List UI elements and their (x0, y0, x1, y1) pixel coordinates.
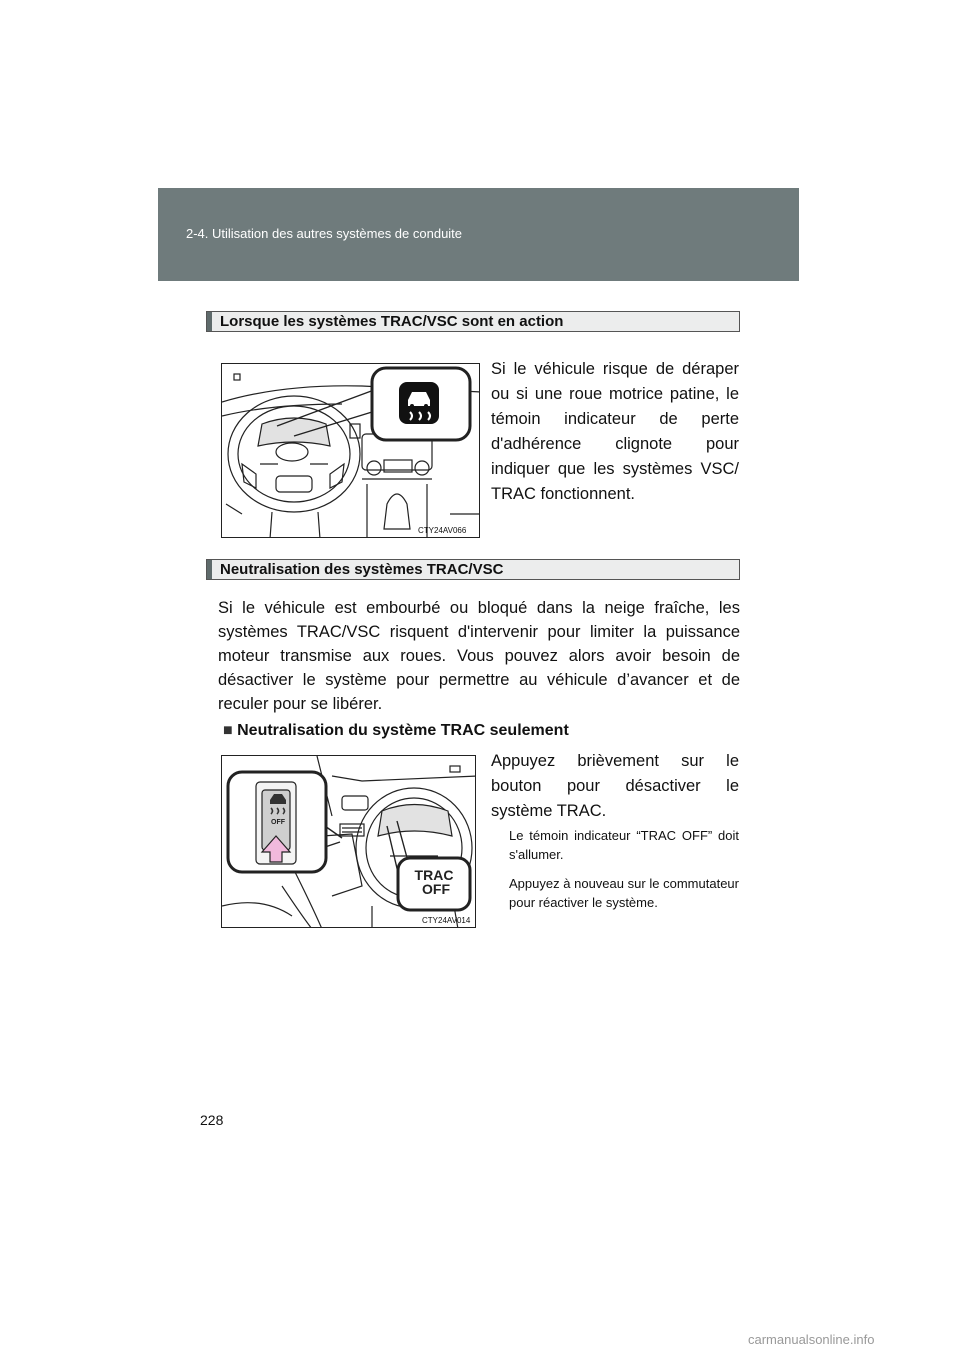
figure-trac-off-button (221, 755, 476, 928)
square-bullet-icon: ■ (223, 722, 233, 739)
svg-text:TRAC: TRAC (414, 867, 454, 883)
skid-indicator-icon (399, 382, 439, 424)
subheading-text: Neutralisation du système TRAC seulement (237, 722, 569, 739)
chapter-title: 2-4. Utilisation des autres systèmes de conduite (186, 226, 463, 241)
paragraph-instruction: Appuyez brièvement sur le bouton pour désactiver le système TRAC. (491, 752, 739, 820)
page-number: 228 (200, 1112, 224, 1128)
watermark: carmanualsonline.info (748, 1332, 875, 1347)
paragraph-neutralisation: Si le véhicule est embourbé ou bloqué dans la neige fraîche, les systèmes TRAC/VSC risquent d'intervenir pour limiter la puissance moteur transmise aux roues. Vous pouvez alors avoir besoin de désactiver le système pour permettre au véhicule d’avancer et de reculer pour se libérer. (218, 599, 740, 713)
dashboard-illustration (222, 364, 480, 538)
trac-off-button-icon (270, 794, 286, 826)
subheading-trac-only (223, 722, 569, 740)
section-heading-text: Neutralisation des systèmes TRAC/VSC (220, 561, 504, 578)
note-indicator-light: Le témoin indicateur “TRAC OFF” doit s'allumer. (509, 828, 739, 862)
svg-text:OFF: OFF (422, 881, 450, 897)
figure-code: CTY24AV014 (422, 916, 471, 925)
button-off-label: OFF (271, 819, 285, 826)
figure-code: CTY24AV066 (418, 526, 467, 535)
chapter-header (158, 188, 799, 281)
section-heading-trac-vsc-action (206, 311, 740, 332)
section-heading-neutralisation (206, 559, 740, 580)
note-reactivate: Appuyez à nouveau sur le commutateur pour réactiver le système. (509, 876, 739, 910)
trac-button-illustration (222, 756, 476, 928)
section-heading-text: Lorsque les systèmes TRAC/VSC sont en action (220, 313, 564, 330)
paragraph-trac-vsc-action: Si le véhicule risque de déraper ou si une roue motrice patine, le témoin indicateur de perte d'adhérence clignote pour indiquer que les systèmes VSC/ TRAC fonctionnent. (491, 360, 739, 503)
figure-dashboard-indicator (221, 363, 480, 538)
